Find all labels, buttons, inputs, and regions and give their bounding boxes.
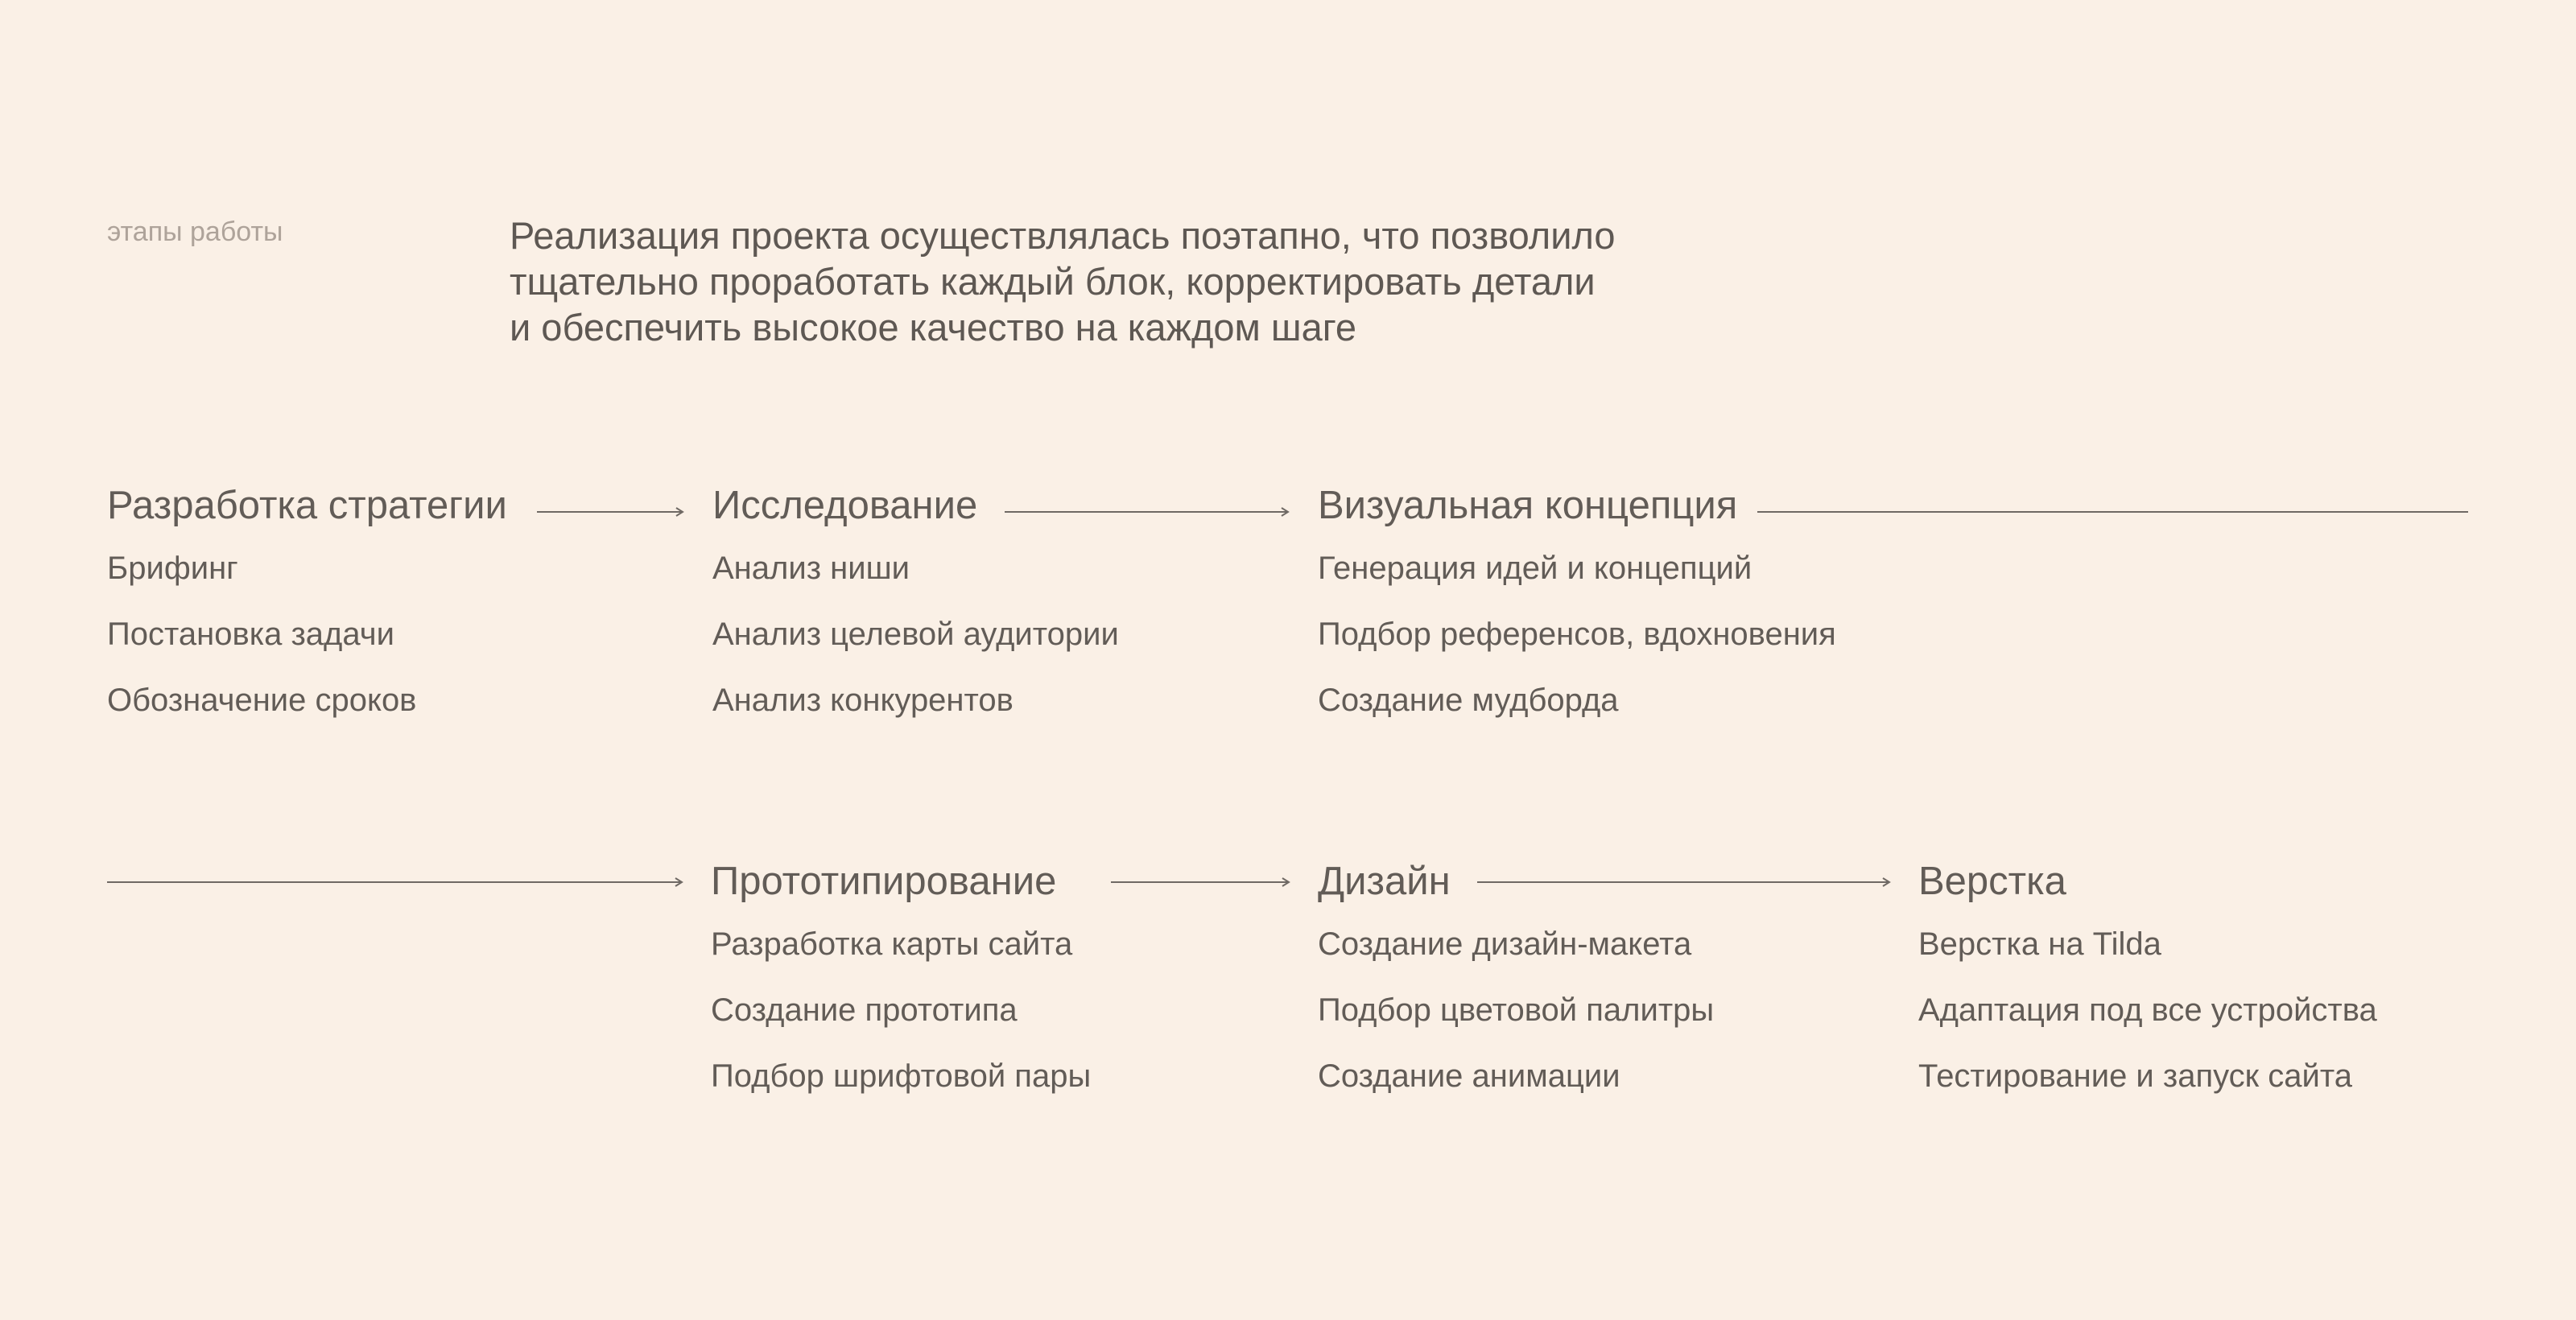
stage-prototyping [711, 857, 1091, 1123]
stage-item: Тестирование и запуск сайта [1918, 1058, 2353, 1094]
arrow-right-icon [537, 505, 684, 518]
stage-strategy [107, 481, 507, 747]
intro-line: тщательно проработать каждый блок, корректировать детали [510, 260, 1596, 303]
stage-title: Разработка стратегии [107, 484, 507, 527]
stage-items [107, 549, 507, 720]
stage-item: Подбор шрифтовой пары [711, 1058, 1092, 1094]
connector-line [1757, 505, 2470, 518]
intro-line: Реализация проекта осуществлялась поэтапно, что позволило [510, 214, 1616, 257]
stage-item: Создание мудборда [1318, 683, 1619, 718]
stage-title: Исследование [712, 484, 978, 527]
stage-title: Визуальная концепция [1318, 484, 1738, 527]
stage-items [711, 925, 1091, 1095]
intro-line: и обеспечить высокое качество на каждом шаге [510, 306, 1357, 349]
arrow-right-icon [1111, 876, 1290, 889]
stage-item: Создание анимации [1318, 1058, 1620, 1094]
stage-items [712, 549, 1119, 720]
intro-paragraph [510, 212, 1717, 350]
section-label: этапы работы [107, 217, 283, 247]
stage-item: Анализ ниши [712, 551, 910, 586]
stage-item: Брифинг [107, 551, 238, 586]
stage-item: Подбор цветовой палитры [1318, 992, 1715, 1028]
stage-item: Постановка задачи [107, 617, 394, 652]
stage-item: Обозначение сроков [107, 683, 417, 718]
stage-visual-concept [1318, 481, 1836, 747]
stage-item: Адаптация под все устройства [1918, 992, 2377, 1028]
stage-item: Генерация идей и концепций [1318, 551, 1752, 586]
stage-item: Разработка карты сайта [711, 926, 1073, 962]
stage-item: Создание прототипа [711, 992, 1018, 1028]
stage-design [1318, 857, 1714, 1123]
stage-title: Верстка [1918, 860, 2066, 903]
stage-items [1318, 549, 1836, 720]
stage-layout [1918, 857, 2377, 1123]
stage-item: Верстка на Tilda [1918, 926, 2161, 962]
arrow-right-icon [107, 876, 683, 889]
stage-title: Дизайн [1318, 860, 1451, 903]
stage-item: Анализ конкурентов [712, 683, 1013, 718]
arrow-right-icon [1477, 876, 1891, 889]
stage-item: Подбор референсов, вдохновения [1318, 617, 1836, 652]
arrow-right-icon [1005, 505, 1290, 518]
stage-items [1318, 925, 1714, 1095]
stage-research [712, 481, 1119, 747]
stage-item: Анализ целевой аудитории [712, 617, 1119, 652]
stage-items [1918, 925, 2377, 1095]
stage-item: Создание дизайн-макета [1318, 926, 1692, 962]
stage-title: Прототипирование [711, 860, 1057, 903]
